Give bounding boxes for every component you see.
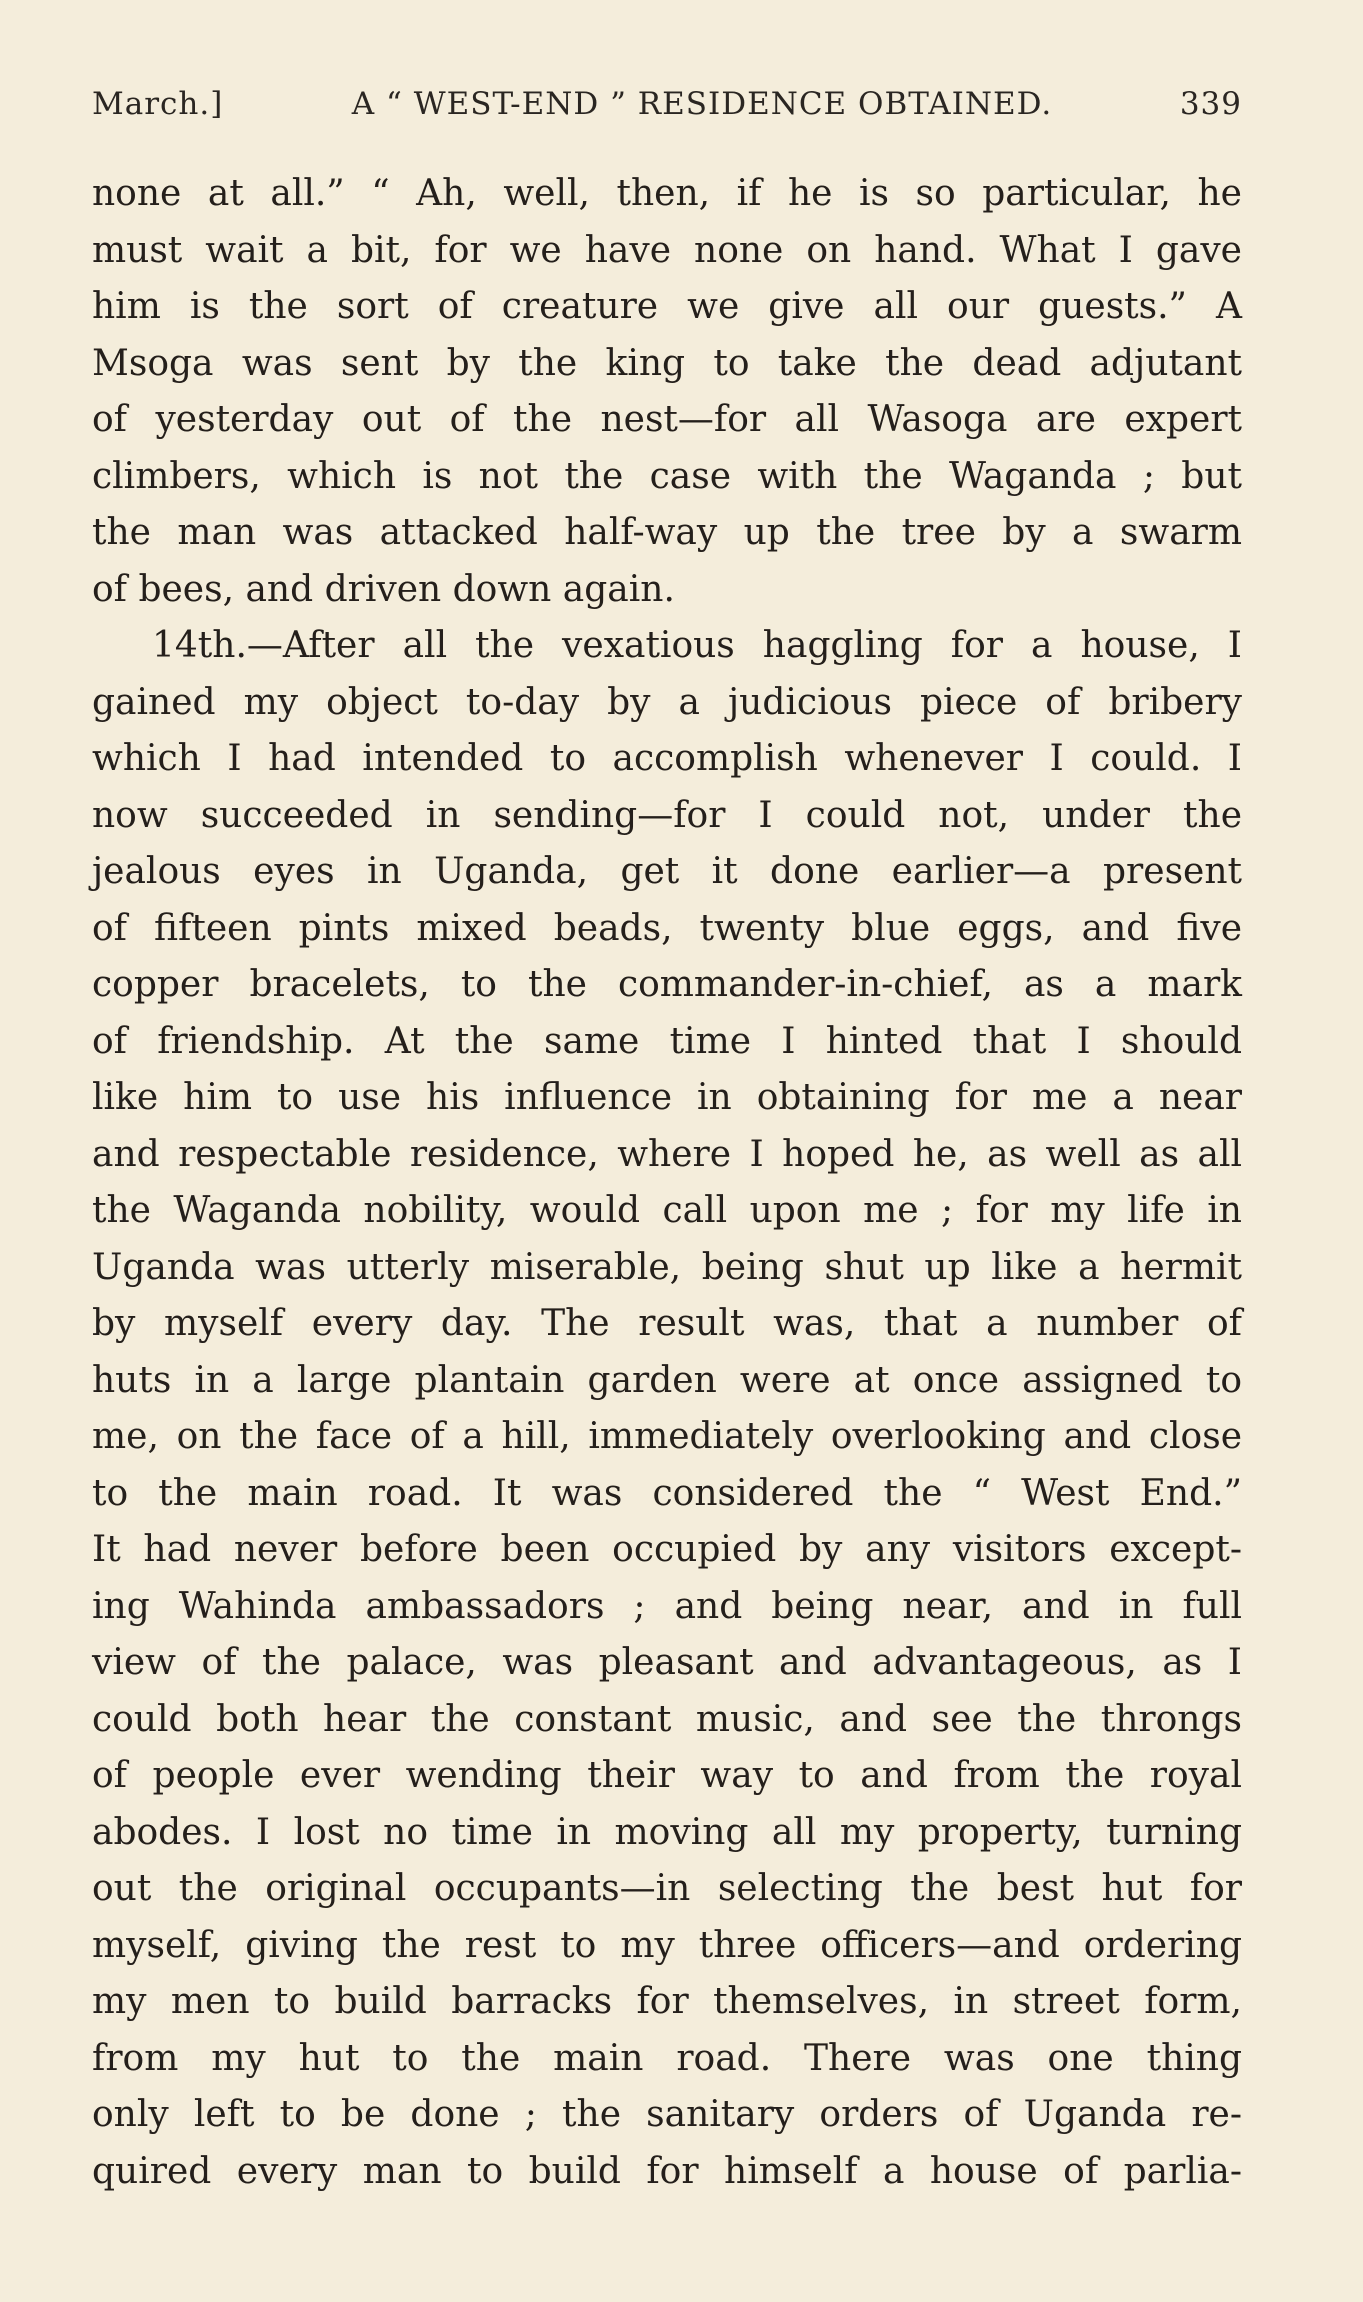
text-line: myself, giving the rest to my three officers—and ordering — [92, 1924, 1242, 1966]
header-left: March.] — [92, 86, 224, 122]
text-line: by myself every day. The result was, that a number of — [92, 1303, 1242, 1344]
text-line: of yesterday out of the nest—for all Wasoga are expert — [92, 399, 1242, 440]
text-line: jealous eyes in Uganda, get it done earlier—a present — [92, 851, 1242, 892]
text-line: quired every man to build for himself a house of parlia- — [92, 2150, 1242, 2192]
text-line: must wait a bit, for we have none on hand. What I gave — [92, 229, 1242, 271]
text-line: my men to build barracks for themselves, in street form, — [92, 1981, 1242, 2022]
header-title: A “ WEST-END ” RESIDENCE OBTAINED. — [351, 86, 1053, 122]
text-line: Msoga was sent by the king to take the dead adjutant — [92, 342, 1242, 384]
text-line: of bees, and driven down again. — [92, 568, 675, 610]
text-line: the man was attacked half-way up the tree by a swarm — [92, 512, 1242, 553]
text-line: out the original occupants—in selecting the best hut for — [92, 1868, 1242, 1909]
text-line: could both hear the constant music, and see the throngs — [92, 1698, 1242, 1740]
text-line: of fifteen pints mixed beads, twenty blue eggs, and five — [92, 907, 1242, 949]
text-line: huts in a large plantain garden were at once assigned to — [92, 1359, 1242, 1401]
text-line: him is the sort of creature we give all our guests.” A — [92, 286, 1242, 327]
text-line: 14th.—After all the vexatious haggling for a house, I — [152, 625, 1242, 666]
text-line: climbers, which is not the case with the Waganda ; but — [92, 455, 1242, 497]
text-line: abodes. I lost no time in moving all my property, turning — [92, 1811, 1242, 1853]
text-line: from my hut to the main road. There was one thing — [92, 2037, 1242, 2079]
text-line: Uganda was utterly miserable, being shut up like a hermit — [92, 1246, 1242, 1288]
text-line: gained my object to-day by a judicious piece of bribery — [92, 681, 1242, 723]
text-line: of friendship. At the same time I hinted that I should — [92, 1020, 1242, 1062]
text-line: of people ever wending their way to and from the royal — [92, 1755, 1242, 1796]
text-line: copper bracelets, to the commander-in-chief, as a mark — [92, 964, 1242, 1005]
body-text — [92, 166, 1242, 2200]
text-line: view of the palace, was pleasant and advantageous, as I — [92, 1642, 1242, 1683]
running-header — [92, 86, 1242, 130]
text-line: and respectable residence, where I hoped he, as well as all — [92, 1133, 1242, 1175]
text-line: to the main road. It was considered the “ West End.” — [92, 1472, 1242, 1514]
text-line: me, on the face of a hill, immediately overlooking and close — [92, 1416, 1242, 1457]
page-number: 339 — [1179, 86, 1242, 122]
text-line: the Waganda nobility, would call upon me ; for my life in — [92, 1190, 1242, 1231]
text-line: which I had intended to accomplish whenever I could. I — [92, 738, 1242, 779]
text-line: none at all.” “ Ah, well, then, if he is so particular, he — [92, 173, 1242, 214]
text-line: ing Wahinda ambassadors ; and being near, and in full — [92, 1585, 1242, 1627]
text-line: It had never before been occupied by any visitors except- — [92, 1529, 1242, 1570]
text-line: like him to use his influence in obtaining for me a near — [92, 1077, 1242, 1118]
text-line: only left to be done ; the sanitary orders of Uganda re- — [92, 2094, 1242, 2135]
text-line: now succeeded in sending—for I could not, under the — [92, 794, 1242, 836]
